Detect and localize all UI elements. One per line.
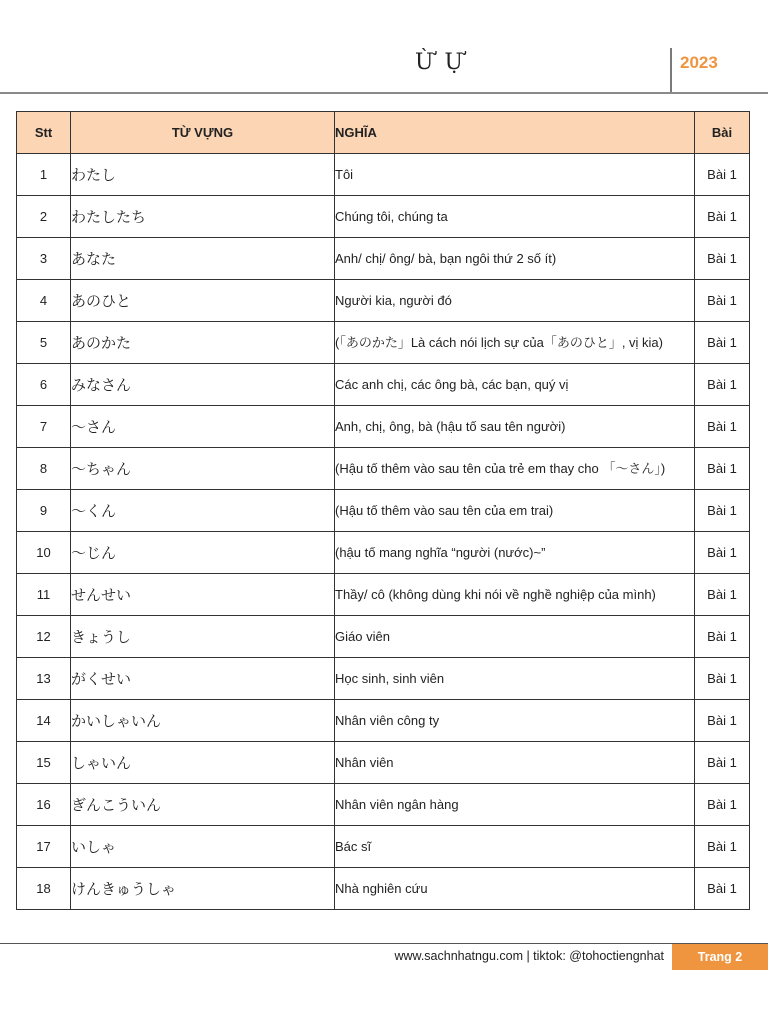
row-meaning: Học sinh, sinh viên	[335, 658, 695, 700]
row-lesson: Bài 1	[695, 448, 750, 490]
row-stt: 7	[17, 406, 71, 448]
row-meaning: (Hậu tố thêm vào sau tên của em trai)	[335, 490, 695, 532]
table-row	[17, 280, 750, 322]
row-lesson: Bài 1	[695, 742, 750, 784]
row-lesson: Bài 1	[695, 406, 750, 448]
row-word: ～さん	[71, 406, 335, 448]
row-lesson: Bài 1	[695, 154, 750, 196]
table-row	[17, 406, 750, 448]
row-meaning: (「あのかた」Là cách nói lịch sự của「あのひと」, vị kia)	[335, 322, 695, 364]
table-row	[17, 364, 750, 406]
row-stt: 9	[17, 490, 71, 532]
row-word: がくせい	[71, 658, 335, 700]
table-row	[17, 700, 750, 742]
header-word: TỪ VỰNG	[71, 112, 335, 154]
row-lesson: Bài 1	[695, 322, 750, 364]
row-stt: 14	[17, 700, 71, 742]
row-meaning: Nhân viên	[335, 742, 695, 784]
row-meaning: (Hậu tố thêm vào sau tên của trẻ em thay cho 「～さん」)	[335, 448, 695, 490]
row-stt: 16	[17, 784, 71, 826]
row-word: わたし	[71, 154, 335, 196]
row-meaning: Anh, chị, ông, bà (hậu tố sau tên người)	[335, 406, 695, 448]
header-lesson: Bài	[695, 112, 750, 154]
row-lesson: Bài 1	[695, 574, 750, 616]
row-word: しゃいん	[71, 742, 335, 784]
vocabulary-table	[16, 111, 750, 910]
header-meaning: NGHĨA	[335, 112, 695, 154]
row-lesson: Bài 1	[695, 658, 750, 700]
row-stt: 6	[17, 364, 71, 406]
row-word: いしゃ	[71, 826, 335, 868]
row-stt: 3	[17, 238, 71, 280]
row-lesson: Bài 1	[695, 490, 750, 532]
row-lesson: Bài 1	[695, 784, 750, 826]
row-meaning: Chúng tôi, chúng ta	[335, 196, 695, 238]
row-stt: 10	[17, 532, 71, 574]
row-word: ぎんこういん	[71, 784, 335, 826]
footer-credits: www.sachnhatngu.com | tiktok: @tohoctiengnhat	[394, 949, 664, 963]
header-title: Ừ Ự	[414, 50, 466, 75]
row-meaning: Tôi	[335, 154, 695, 196]
table-row	[17, 154, 750, 196]
row-meaning: Giáo viên	[335, 616, 695, 658]
row-word: あなた	[71, 238, 335, 280]
table-row	[17, 784, 750, 826]
row-lesson: Bài 1	[695, 616, 750, 658]
row-meaning: Các anh chị, các ông bà, các bạn, quý vị	[335, 364, 695, 406]
row-lesson: Bài 1	[695, 868, 750, 910]
row-word: あのかた	[71, 322, 335, 364]
row-lesson: Bài 1	[695, 364, 750, 406]
row-stt: 8	[17, 448, 71, 490]
row-stt: 17	[17, 826, 71, 868]
table-row	[17, 322, 750, 364]
table-row	[17, 574, 750, 616]
table-header-row	[17, 112, 750, 154]
header-rule	[0, 92, 768, 94]
row-word: わたしたち	[71, 196, 335, 238]
table-row	[17, 868, 750, 910]
row-word: ～ちゃん	[71, 448, 335, 490]
row-stt: 12	[17, 616, 71, 658]
row-stt: 13	[17, 658, 71, 700]
header-year: 2023	[680, 53, 718, 72]
row-stt: 15	[17, 742, 71, 784]
row-stt: 4	[17, 280, 71, 322]
table-row	[17, 490, 750, 532]
row-meaning: Bác sĩ	[335, 826, 695, 868]
row-word: せんせい	[71, 574, 335, 616]
row-meaning: Nhân viên ngân hàng	[335, 784, 695, 826]
row-meaning: Nhà nghiên cứu	[335, 868, 695, 910]
row-stt: 2	[17, 196, 71, 238]
row-stt: 18	[17, 868, 71, 910]
row-lesson: Bài 1	[695, 196, 750, 238]
row-word: ～じん	[71, 532, 335, 574]
header-divider	[670, 48, 672, 92]
header-stt: Stt	[17, 112, 71, 154]
page-number-badge: Trang 2	[672, 944, 768, 970]
row-lesson: Bài 1	[695, 700, 750, 742]
row-word: あのひと	[71, 280, 335, 322]
row-meaning: Nhân viên công ty	[335, 700, 695, 742]
row-meaning: Người kia, người đó	[335, 280, 695, 322]
row-word: きょうし	[71, 616, 335, 658]
table-row	[17, 448, 750, 490]
table-row	[17, 616, 750, 658]
table-row	[17, 826, 750, 868]
table-row	[17, 238, 750, 280]
row-word: ～くん	[71, 490, 335, 532]
row-stt: 5	[17, 322, 71, 364]
row-stt: 11	[17, 574, 71, 616]
row-lesson: Bài 1	[695, 532, 750, 574]
row-stt: 1	[17, 154, 71, 196]
row-lesson: Bài 1	[695, 280, 750, 322]
row-word: みなさん	[71, 364, 335, 406]
row-meaning: Thầy/ cô (không dùng khi nói về nghề nghiệp của mình)	[335, 574, 695, 616]
table-row	[17, 196, 750, 238]
row-word: かいしゃいん	[71, 700, 335, 742]
footer-rule	[0, 943, 768, 944]
row-meaning: Anh/ chị/ ông/ bà, bạn ngôi thứ 2 số ít)	[335, 238, 695, 280]
row-meaning: (hậu tố mang nghĩa “người (nước)~”	[335, 532, 695, 574]
table-row	[17, 532, 750, 574]
row-lesson: Bài 1	[695, 238, 750, 280]
row-word: けんきゅうしゃ	[71, 868, 335, 910]
row-lesson: Bài 1	[695, 826, 750, 868]
table-row	[17, 742, 750, 784]
table-row	[17, 658, 750, 700]
